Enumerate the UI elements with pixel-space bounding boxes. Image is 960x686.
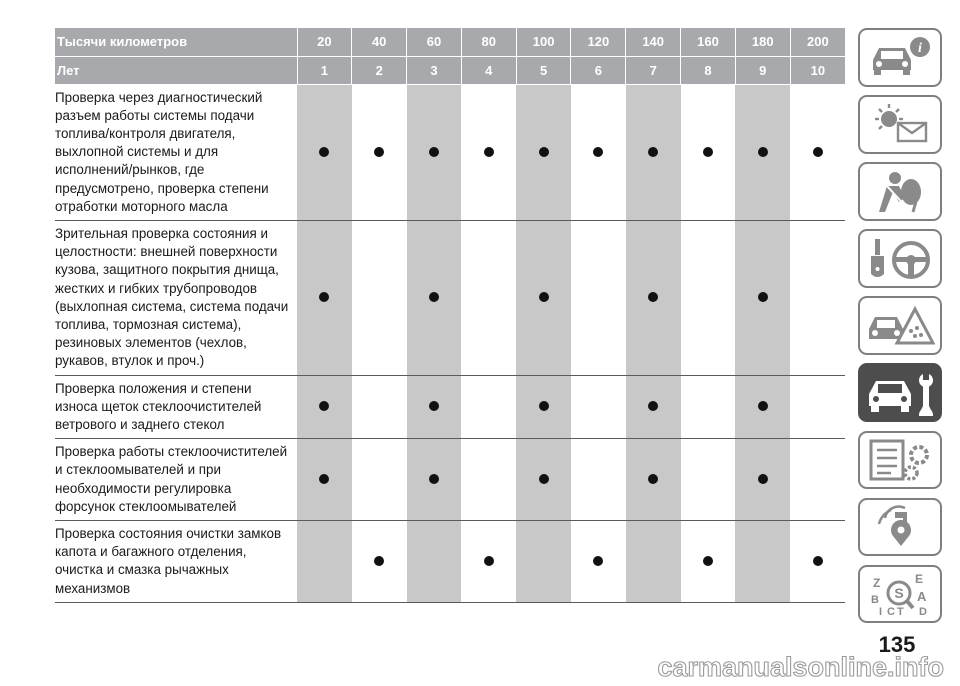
schedule-cell [571,84,626,220]
schedule-cell [790,220,845,375]
schedule-cell [352,439,407,521]
schedule-cell [516,84,571,220]
alphabetical-index-icon [865,571,935,617]
tab-emergency[interactable] [858,296,942,355]
operation-description: Проверка положения и степени износа щеток стеклоочистителей ветрового и заднего стекол [55,375,297,439]
scheduled-mark [648,474,658,484]
header-row-km-label: Тысячи километров [55,28,297,56]
scheduled-mark [539,401,549,411]
header-row-km-value: 40 [352,28,407,56]
scheduled-mark [374,556,384,566]
schedule-cell [571,220,626,375]
header-row-years-value: 10 [790,56,845,84]
svg-text:S: S [894,585,904,601]
airbag-safety-icon [865,168,935,214]
schedule-cell [571,375,626,439]
schedule-cell [297,220,352,375]
schedule-cell [790,375,845,439]
header-row-years-value: 3 [407,56,462,84]
multimedia-icon [865,504,935,550]
header-row-years-value: 8 [681,56,736,84]
svg-text:i: i [918,41,922,57]
header-row-km [55,28,845,56]
schedule-cell [516,439,571,521]
tab-index[interactable] [858,565,942,624]
header-row-km-value: 80 [461,28,516,56]
scheduled-mark [648,292,658,302]
schedule-cell [407,375,462,439]
warning-lights-icon [865,101,935,147]
schedule-cell [297,84,352,220]
schedule-cell [352,520,407,602]
svg-text:Z: Z [873,576,881,590]
schedule-cell [407,439,462,521]
schedule-cell [626,84,681,220]
schedule-cell [735,84,790,220]
schedule-cell [681,84,736,220]
watermark-text [628,650,948,682]
header-row-years-value: 1 [297,56,352,84]
svg-text:A: A [917,589,927,604]
schedule-cell [352,84,407,220]
scheduled-mark [319,474,329,484]
schedule-cell [461,520,516,602]
tab-starting-driving[interactable] [858,229,942,288]
schedule-cell [790,84,845,220]
header-row-years-value: 7 [626,56,681,84]
scheduled-mark [484,147,494,157]
operation-description: Проверка через диагностический разъем работы системы подачи топлива/контроля двигателя, выхлопной системы и для исполнений/рынков, где предусмотрено, проверка степени отработки моторного масла [55,84,297,220]
schedule-cell [407,84,462,220]
scheduled-mark [648,401,658,411]
scheduled-mark [429,292,439,302]
schedule-cell [461,375,516,439]
scheduled-mark [484,556,494,566]
svg-text:E: E [915,572,924,586]
header-row-years-label: Лет [55,56,297,84]
header-row-km-value: 180 [735,28,790,56]
schedule-cell [297,439,352,521]
schedule-cell [626,220,681,375]
schedule-cell [735,375,790,439]
car-maintenance-icon [865,370,935,416]
schedule-cell [626,375,681,439]
scheduled-mark [758,401,768,411]
schedule-cell [571,439,626,521]
header-row-km-value: 200 [790,28,845,56]
schedule-cell [516,220,571,375]
scheduled-mark [758,147,768,157]
scheduled-mark [539,474,549,484]
header-row-years [55,56,845,84]
header-row-km-value: 160 [681,28,736,56]
header-row-km-value: 120 [571,28,626,56]
schedule-cell [735,520,790,602]
schedule-cell [681,220,736,375]
header-row-km-value: 140 [626,28,681,56]
scheduled-mark [374,147,384,157]
svg-text:C: C [887,606,895,617]
schedule-cell [461,84,516,220]
key-steering-wheel-icon [865,236,935,282]
schedule-cell [571,520,626,602]
technical-data-icon [865,437,935,483]
tab-airbag-safety[interactable] [858,162,942,221]
header-row-years-value: 4 [461,56,516,84]
tab-maintenance[interactable] [858,363,942,422]
schedule-cell [352,375,407,439]
scheduled-mark [539,292,549,302]
schedule-cell [407,220,462,375]
svg-text:B: B [871,594,879,606]
schedule-cell [407,520,462,602]
table-row [55,520,845,602]
header-row-years-value: 2 [352,56,407,84]
operation-description: Зрительная проверка состояния и целостности: внешней поверхности кузова, защитного покрытия днища, жестких и гибких трубопроводов (выхлопная система, система подачи топлива, тормозная система), резиновых элементов (чехлов, рукавов, втулок и проч.) [55,220,297,375]
car-info-icon [865,34,935,80]
car-emergency-icon [865,303,935,349]
schedule-cell [352,220,407,375]
schedule-cell [681,375,736,439]
svg-text:carmanualsonline.info: carmanualsonline.info [657,652,944,682]
scheduled-mark [593,556,603,566]
scheduled-mark [703,556,713,566]
maintenance-schedule-table [55,28,845,603]
table-row [55,375,845,439]
schedule-cell [681,520,736,602]
schedule-cell [790,520,845,602]
schedule-cell [461,220,516,375]
scheduled-mark [758,474,768,484]
tab-car-info[interactable] [858,28,942,87]
schedule-cell [735,220,790,375]
operation-description: Проверка состояния очистки замков капота и багажного отделения, очистка и смазка рычажных механизмов [55,520,297,602]
svg-text:I: I [879,606,883,617]
page-number: 135 [878,632,916,657]
svg-text:T: T [897,606,904,617]
header-row-km-value: 100 [516,28,571,56]
table-row [55,220,845,375]
scheduled-mark [813,147,823,157]
schedule-cell [790,439,845,521]
scheduled-mark [429,401,439,411]
schedule-cell [516,375,571,439]
header-row-years-value: 9 [735,56,790,84]
scheduled-mark [319,292,329,302]
scheduled-mark [703,147,713,157]
schedule-cell [735,439,790,521]
operation-description: Проверка работы стеклоочистителей и стеклоомывателей и при необходимости регулировка форсунок стеклоомывателей [55,439,297,521]
header-row-km-value: 60 [407,28,462,56]
scheduled-mark [429,147,439,157]
schedule-cell [681,439,736,521]
scheduled-mark [593,147,603,157]
schedule-cell [297,375,352,439]
svg-text:D: D [919,606,927,617]
schedule-cell [626,520,681,602]
schedule-cell [626,439,681,521]
scheduled-mark [319,147,329,157]
scheduled-mark [648,147,658,157]
header-row-km-value: 20 [297,28,352,56]
table-row [55,439,845,521]
scheduled-mark [813,556,823,566]
schedule-cell [297,520,352,602]
schedule-cell [461,439,516,521]
scheduled-mark [319,401,329,411]
header-row-years-value: 6 [571,56,626,84]
scheduled-mark [429,474,439,484]
section-tabs [858,28,942,632]
scheduled-mark [758,292,768,302]
scheduled-mark [539,147,549,157]
header-row-years-value: 5 [516,56,571,84]
tab-technical-data[interactable] [858,431,942,490]
schedule-cell [516,520,571,602]
tab-multimedia[interactable] [858,498,942,557]
tab-warning-lights[interactable] [858,95,942,154]
table-row [55,84,845,220]
